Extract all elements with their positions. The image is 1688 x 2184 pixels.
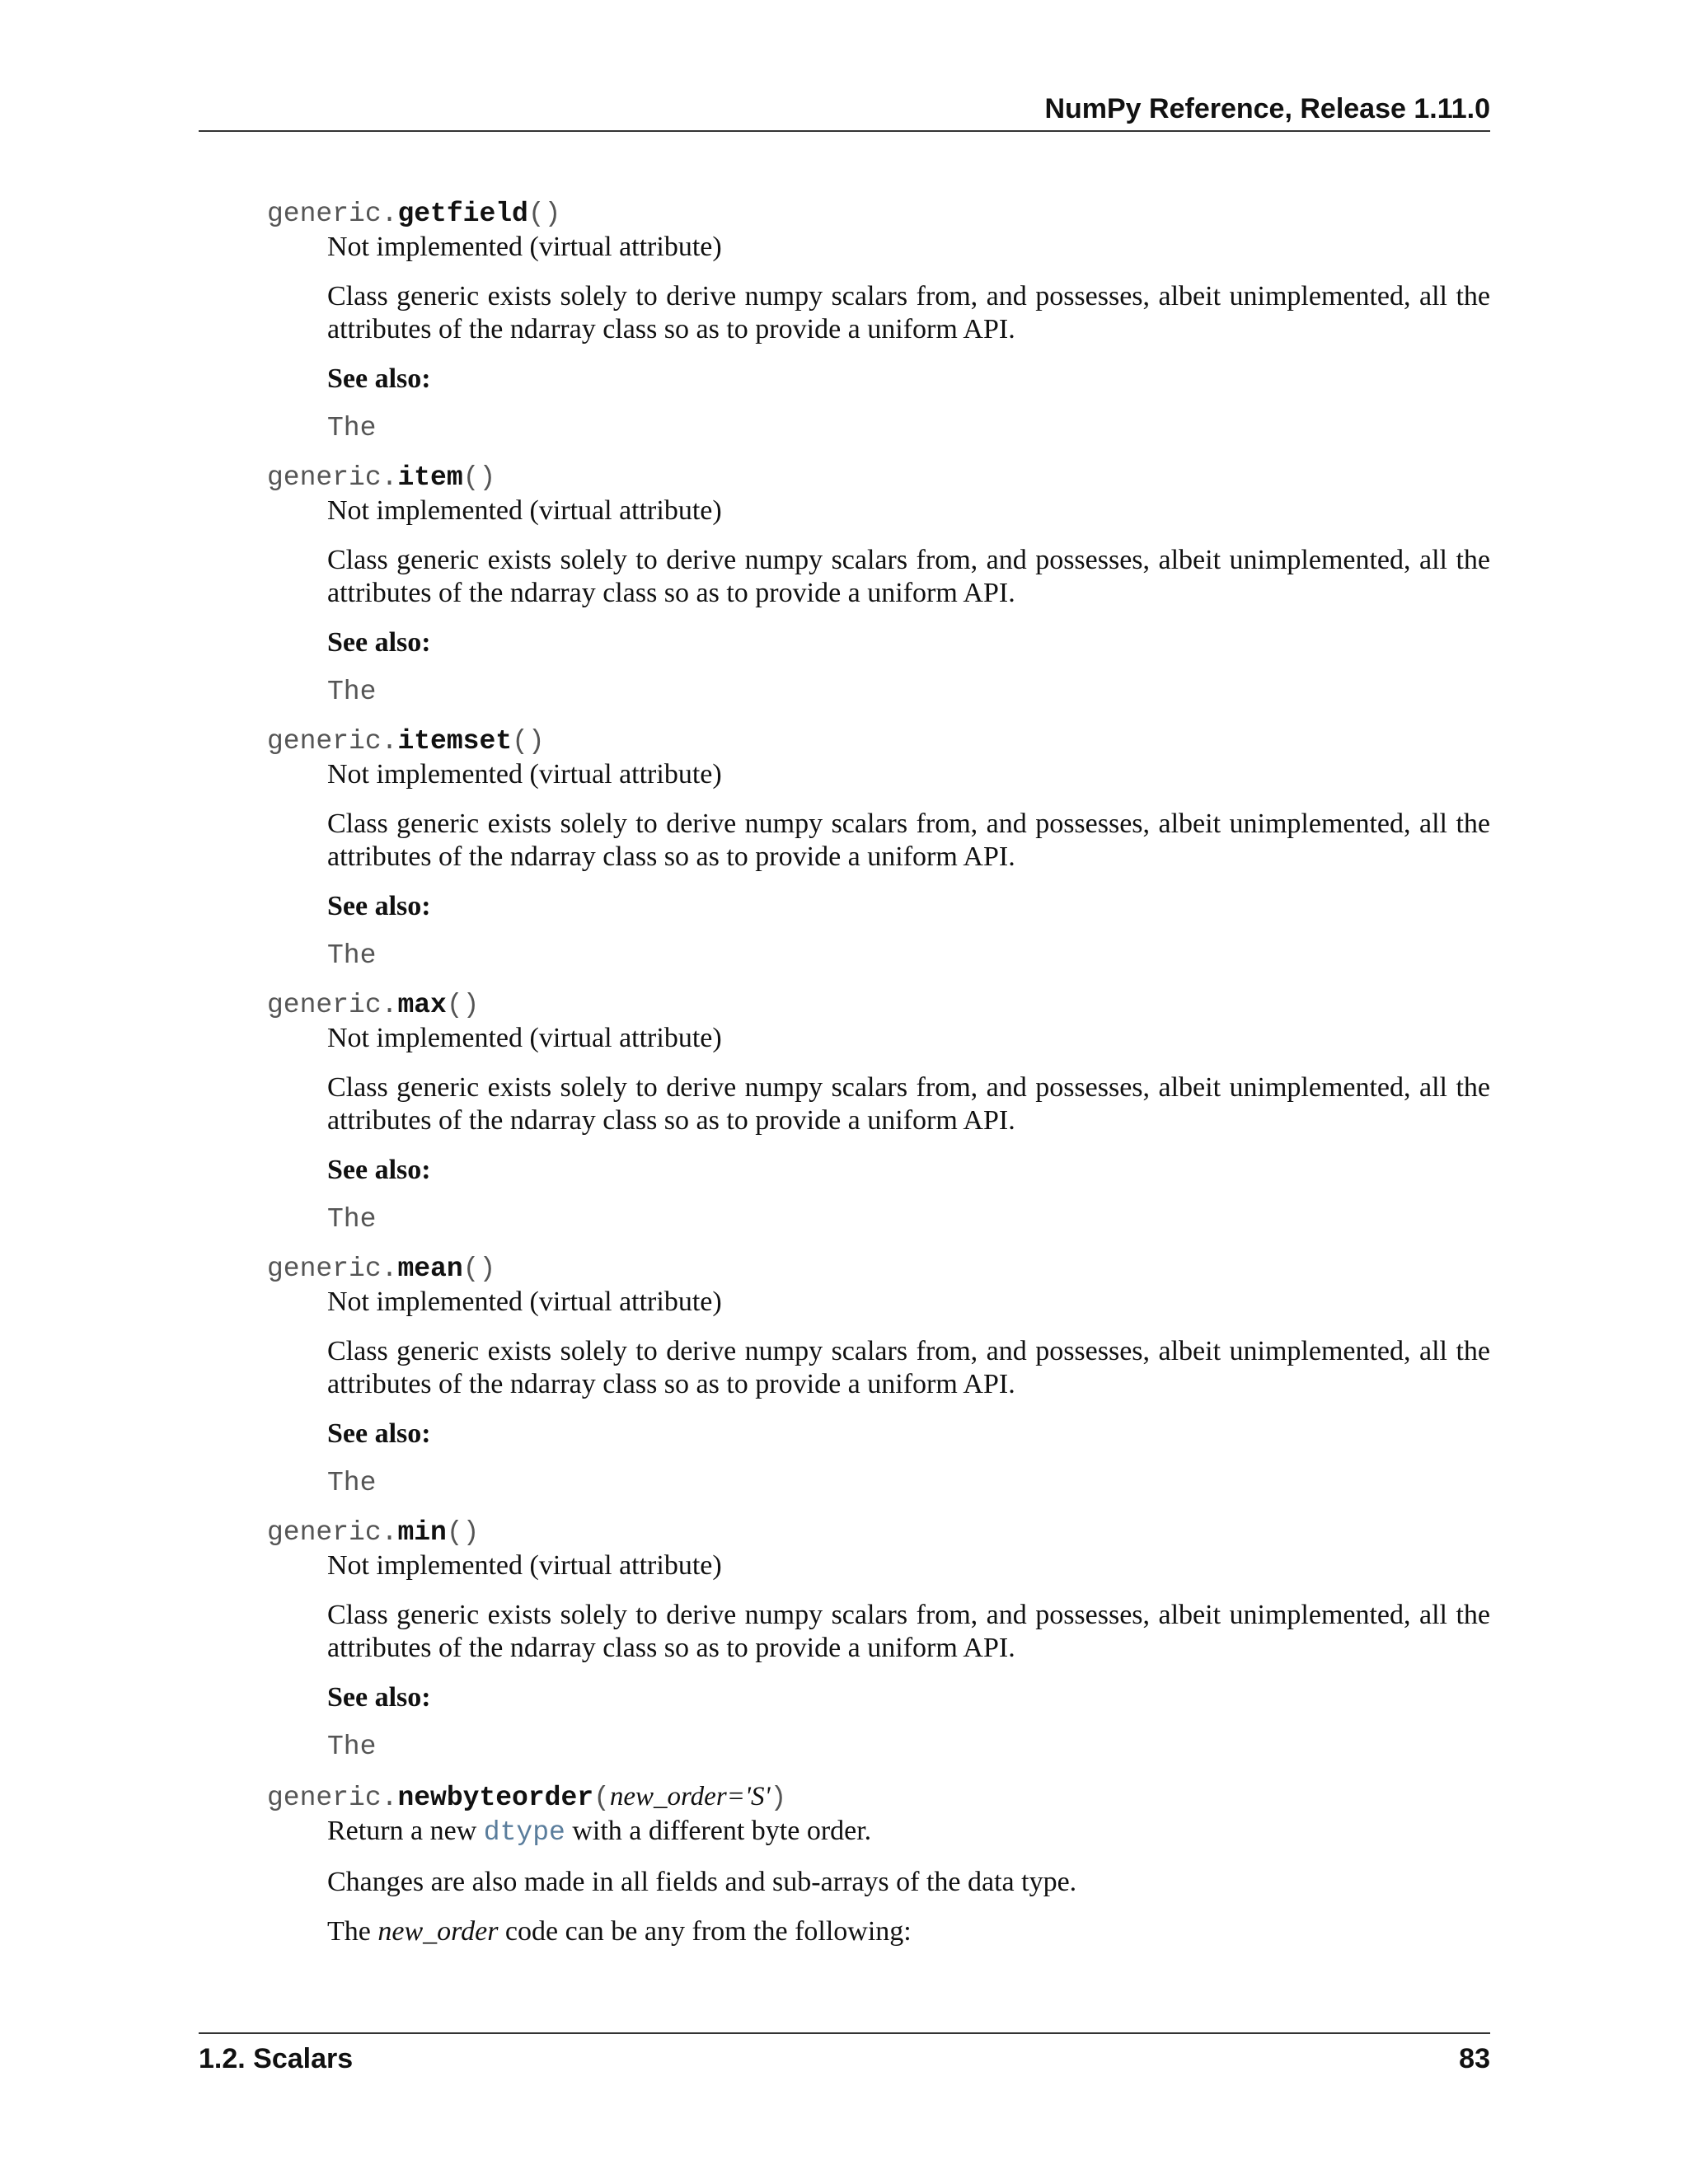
- method-signature: generic.mean(): [267, 1254, 496, 1284]
- method-entry-getfield: [267, 198, 1490, 445]
- method-entry-max: [267, 989, 1490, 1236]
- method-summary: Not implemented (virtual attribute): [327, 1286, 722, 1317]
- method-name[interactable]: newbyteorder: [397, 1783, 594, 1813]
- code-after: code can be any from the following:: [498, 1916, 912, 1947]
- method-signature: generic.getfield(): [267, 199, 561, 229]
- see-also-value: The: [327, 1468, 377, 1498]
- signature-prefix: generic.: [267, 462, 398, 493]
- see-also-value: The: [327, 1732, 377, 1762]
- summary-after: with a different byte order.: [565, 1816, 872, 1846]
- see-also-value: The: [327, 677, 377, 707]
- code-text: [327, 1915, 1490, 1948]
- method-name[interactable]: item: [397, 462, 463, 493]
- changes-text: Changes are also made in all fields and sub-arrays of the data type.: [327, 1867, 1077, 1897]
- close-paren: ): [770, 1783, 787, 1813]
- method-name[interactable]: itemset: [397, 726, 513, 757]
- method-summary: Not implemented (virtual attribute): [327, 232, 722, 262]
- method-entry-min: [267, 1516, 1490, 1764]
- method-entry-itemset: [267, 725, 1490, 972]
- method-signature: generic.item(): [267, 462, 496, 493]
- method-entry-item: [267, 462, 1490, 709]
- header-rule: [199, 130, 1490, 132]
- method-description: Class generic exists solely to derive numpy scalars from, and possesses, albeit unimplemented, all the attributes of the ndarray class so as to provide a uniform API.: [327, 1600, 1490, 1663]
- method-description: Class generic exists solely to derive numpy scalars from, and possesses, albeit unimplemented, all the attributes of the ndarray class so as to provide a uniform API.: [327, 281, 1490, 344]
- see-also-heading: See also:: [327, 1418, 431, 1449]
- method-description: Class generic exists solely to derive numpy scalars from, and possesses, albeit unimplemented, all the attributes of the ndarray class so as to provide a uniform API.: [327, 1336, 1490, 1399]
- dtype-link[interactable]: dtype: [483, 1817, 565, 1848]
- method-name[interactable]: getfield: [397, 199, 528, 229]
- content: [267, 198, 1490, 1965]
- see-also-value: The: [327, 413, 377, 443]
- signature-prefix: generic.: [267, 990, 398, 1020]
- see-also-heading: See also:: [327, 1155, 431, 1185]
- method-summary: Not implemented (virtual attribute): [327, 759, 722, 790]
- method-signature: generic.min(): [267, 1517, 480, 1548]
- running-header: NumPy Reference, Release 1.11.0: [1044, 93, 1490, 124]
- see-also-value: The: [327, 940, 377, 971]
- method-description: Class generic exists solely to derive numpy scalars from, and possesses, albeit unimplemented, all the attributes of the ndarray class so as to provide a uniform API.: [327, 808, 1490, 872]
- method-description: Class generic exists solely to derive numpy scalars from, and possesses, albeit unimplemented, all the attributes of the ndarray class so as to provide a uniform API.: [327, 545, 1490, 608]
- signature-prefix: generic.: [267, 726, 398, 757]
- see-also-value: The: [327, 1204, 377, 1235]
- method-description: Class generic exists solely to derive numpy scalars from, and possesses, albeit unimplemented, all the attributes of the ndarray class so as to provide a uniform API.: [327, 1072, 1490, 1136]
- method-name[interactable]: mean: [397, 1254, 463, 1284]
- signature-prefix: generic.: [267, 1254, 398, 1284]
- open-paren: (: [593, 1783, 610, 1813]
- signature-prefix: generic.: [267, 1517, 398, 1548]
- method-summary: [327, 1815, 1490, 1849]
- method-signature: generic.max(): [267, 990, 480, 1020]
- summary-before: Return a new: [327, 1816, 484, 1846]
- method-signature: generic.itemset(): [267, 726, 545, 757]
- code-before: The: [327, 1916, 378, 1947]
- code-param: new_order: [377, 1916, 499, 1947]
- see-also-heading: See also:: [327, 891, 431, 921]
- signature-param: new_order='S': [609, 1782, 771, 1811]
- page-number: 83: [1459, 2043, 1490, 2074]
- method-summary: Not implemented (virtual attribute): [327, 1023, 722, 1053]
- footer-rule: [199, 2032, 1490, 2034]
- see-also-heading: See also:: [327, 1682, 431, 1713]
- running-footer: [199, 2039, 1490, 2079]
- method-entry-newbyteorder: [267, 1780, 1490, 1948]
- see-also-heading: See also:: [327, 363, 431, 394]
- see-also-heading: See also:: [327, 627, 431, 658]
- method-entry-mean: [267, 1253, 1490, 1500]
- method-signature: [267, 1780, 1490, 1815]
- footer-section: 1.2. Scalars: [199, 2043, 354, 2074]
- method-name[interactable]: max: [397, 990, 447, 1020]
- signature-prefix: generic.: [267, 1783, 398, 1813]
- signature-prefix: generic.: [267, 199, 398, 229]
- method-name[interactable]: min: [397, 1517, 447, 1548]
- method-summary: Not implemented (virtual attribute): [327, 495, 722, 526]
- method-summary: Not implemented (virtual attribute): [327, 1550, 722, 1581]
